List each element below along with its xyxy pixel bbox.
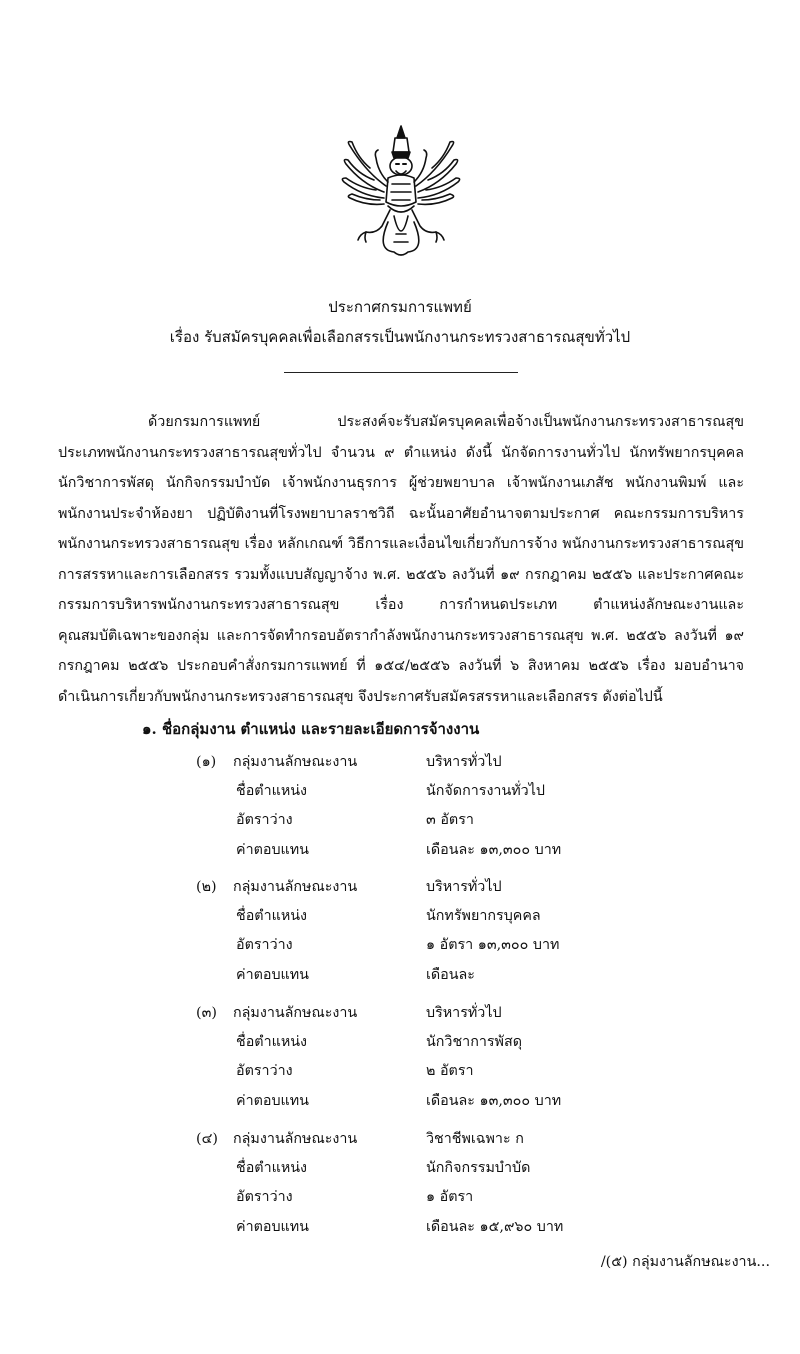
row-value: นักจัดการงานทั่วไป (426, 783, 545, 799)
row-label: อัตราว่าง (236, 1063, 293, 1079)
group-number: (๔) (196, 1131, 218, 1147)
body-paragraph (58, 407, 744, 712)
body-line: ด้วยกรมการแพทย์ ประสงค์จะรับสมัครบุคคลเพื่อจ้างเป็นพนักงานกระทรวงสาธารณสุข (148, 414, 744, 430)
body-line: ประเภทพนักงานกระทรวงสาธารณสุขทั่วไป จำนวน ๙ ตำแหน่ง ดังนี้ นักจัดการงานทั่วไป นักทรัพยากรบุคคล (58, 444, 744, 461)
row-label: อัตราว่าง (236, 1189, 293, 1205)
body-line: การสรรหาและการเลือกสรร รวมทั้งแบบสัญญาจ้าง พ.ศ. ๒๕๕๖ ลงวันที่ ๑๙ กรกฎาคม ๒๕๕๖ และประกาศคณะ (58, 566, 744, 583)
title-underline (284, 372, 518, 373)
garuda-emblem-icon (336, 122, 466, 262)
row-label: อัตราว่าง (236, 812, 293, 828)
row-value: เดือนละ ๑๓,๓๐๐ บาท (426, 1093, 562, 1109)
row-value: บริหารทั่วไป (426, 879, 502, 895)
body-line: กรรมการบริหารพนักงานกระทรวงสาธารณสุข เรื่อง การกำหนดประเภท ตำแหน่งลักษณะงานและ (58, 597, 744, 613)
announcement-subject: เรื่อง รับสมัครบุคคลเพื่อเลือกสรรเป็นพนักงานกระทรวงสาธารณสุขทั่วไป (169, 328, 631, 346)
body-line: ดำเนินการเกี่ยวกับพนักงานกระทรวงสาธารณสุข จึงประกาศรับสมัครสรรหาและเลือกสรร ดังต่อไปนี้ (58, 688, 663, 705)
body-line: นักวิชาการพัสดุ นักกิจกรรมบำบัด เจ้าพนักงานธุรการ ผู้ช่วยพยาบาล เจ้าพนักงานเภสัช พนักงานพิมพ์ และ (58, 475, 744, 491)
row-value: ๒ อัตรา (426, 1063, 474, 1079)
row-value: นักวิชาการพัสดุ (426, 1034, 522, 1050)
group-number: (๒) (196, 879, 217, 895)
row-value: บริหารทั่วไป (426, 754, 502, 770)
row-label: กลุ่มงานลักษณะงาน (233, 754, 358, 770)
body-line: คุณสมบัติเฉพาะของกลุ่ม และการจัดทำกรอบอัตรากำลังพนักงานกระทรวงสาธารณสุข พ.ศ. ๒๕๕๖ ลงวันที่ ๑๙ (58, 627, 744, 644)
row-value: นักกิจกรรมบำบัด (426, 1160, 531, 1176)
row-value: ๑ อัตรา (426, 1189, 474, 1205)
row-value: เดือนละ ๑๓,๓๐๐ บาท (426, 842, 562, 858)
row-value: บริหารทั่วไป (426, 1005, 502, 1021)
group-number: (๑) (196, 754, 217, 770)
group-number: (๓) (196, 1005, 217, 1021)
section-heading: ๑. ชื่อกลุ่มงาน ตำแหน่ง และรายละเอียดการจ้างงาน (142, 720, 480, 738)
row-label: ชื่อตำแหน่ง (236, 908, 307, 924)
row-value: ๓ อัตรา (426, 812, 474, 828)
row-label: ค่าตอบแทน (236, 1093, 309, 1109)
body-line: กรกฎาคม ๒๕๕๖ ประกอบคำสั่งกรมการแพทย์ ที่ ๑๕๔/๒๕๕๖ ลงวันที่ ๖ สิงหาคม ๒๕๕๖ เรื่อง มอบอำนาจ (58, 658, 744, 674)
body-line: พนักงานกระทรวงสาธารณสุข เรื่อง หลักเกณฑ์ วิธีการและเงื่อนไขเกี่ยวกับการจ้าง พนักงานกระทรวงสาธารณสุข (58, 536, 744, 552)
row-label: กลุ่มงานลักษณะงาน (233, 879, 358, 895)
row-label: ชื่อตำแหน่ง (236, 1034, 307, 1050)
row-label: กลุ่มงานลักษณะงาน (233, 1131, 358, 1147)
row-value: เดือนละ ๑๕,๙๖๐ บาท (426, 1219, 564, 1235)
row-label: ชื่อตำแหน่ง (236, 783, 307, 799)
row-label: ชื่อตำแหน่ง (236, 1160, 307, 1176)
announcement-agency: ประกาศกรมการแพทย์ (328, 298, 472, 316)
row-label: ค่าตอบแทน (236, 967, 309, 983)
row-label: ค่าตอบแทน (236, 1219, 309, 1235)
row-label: ค่าตอบแทน (236, 842, 309, 858)
continuation-note: /(๕) กลุ่มงานลักษณะงาน... (600, 1254, 770, 1270)
row-label: กลุ่มงานลักษณะงาน (233, 1005, 358, 1021)
row-value: ๑ อัตรา ๑๓,๓๐๐ บาท (426, 937, 560, 953)
row-label: อัตราว่าง (236, 937, 293, 953)
row-value: นักทรัพยากรบุคคล (426, 908, 541, 924)
body-line: พนักงานประจำห้องยา ปฏิบัติงานที่โรงพยาบาลราชวิถี ฉะนั้นอาศัยอำนาจตามประกาศ คณะกรรมการบริหาร (58, 505, 744, 522)
row-value: เดือนละ (426, 967, 475, 983)
row-value: วิชาชีพเฉพาะ ก (426, 1131, 524, 1147)
